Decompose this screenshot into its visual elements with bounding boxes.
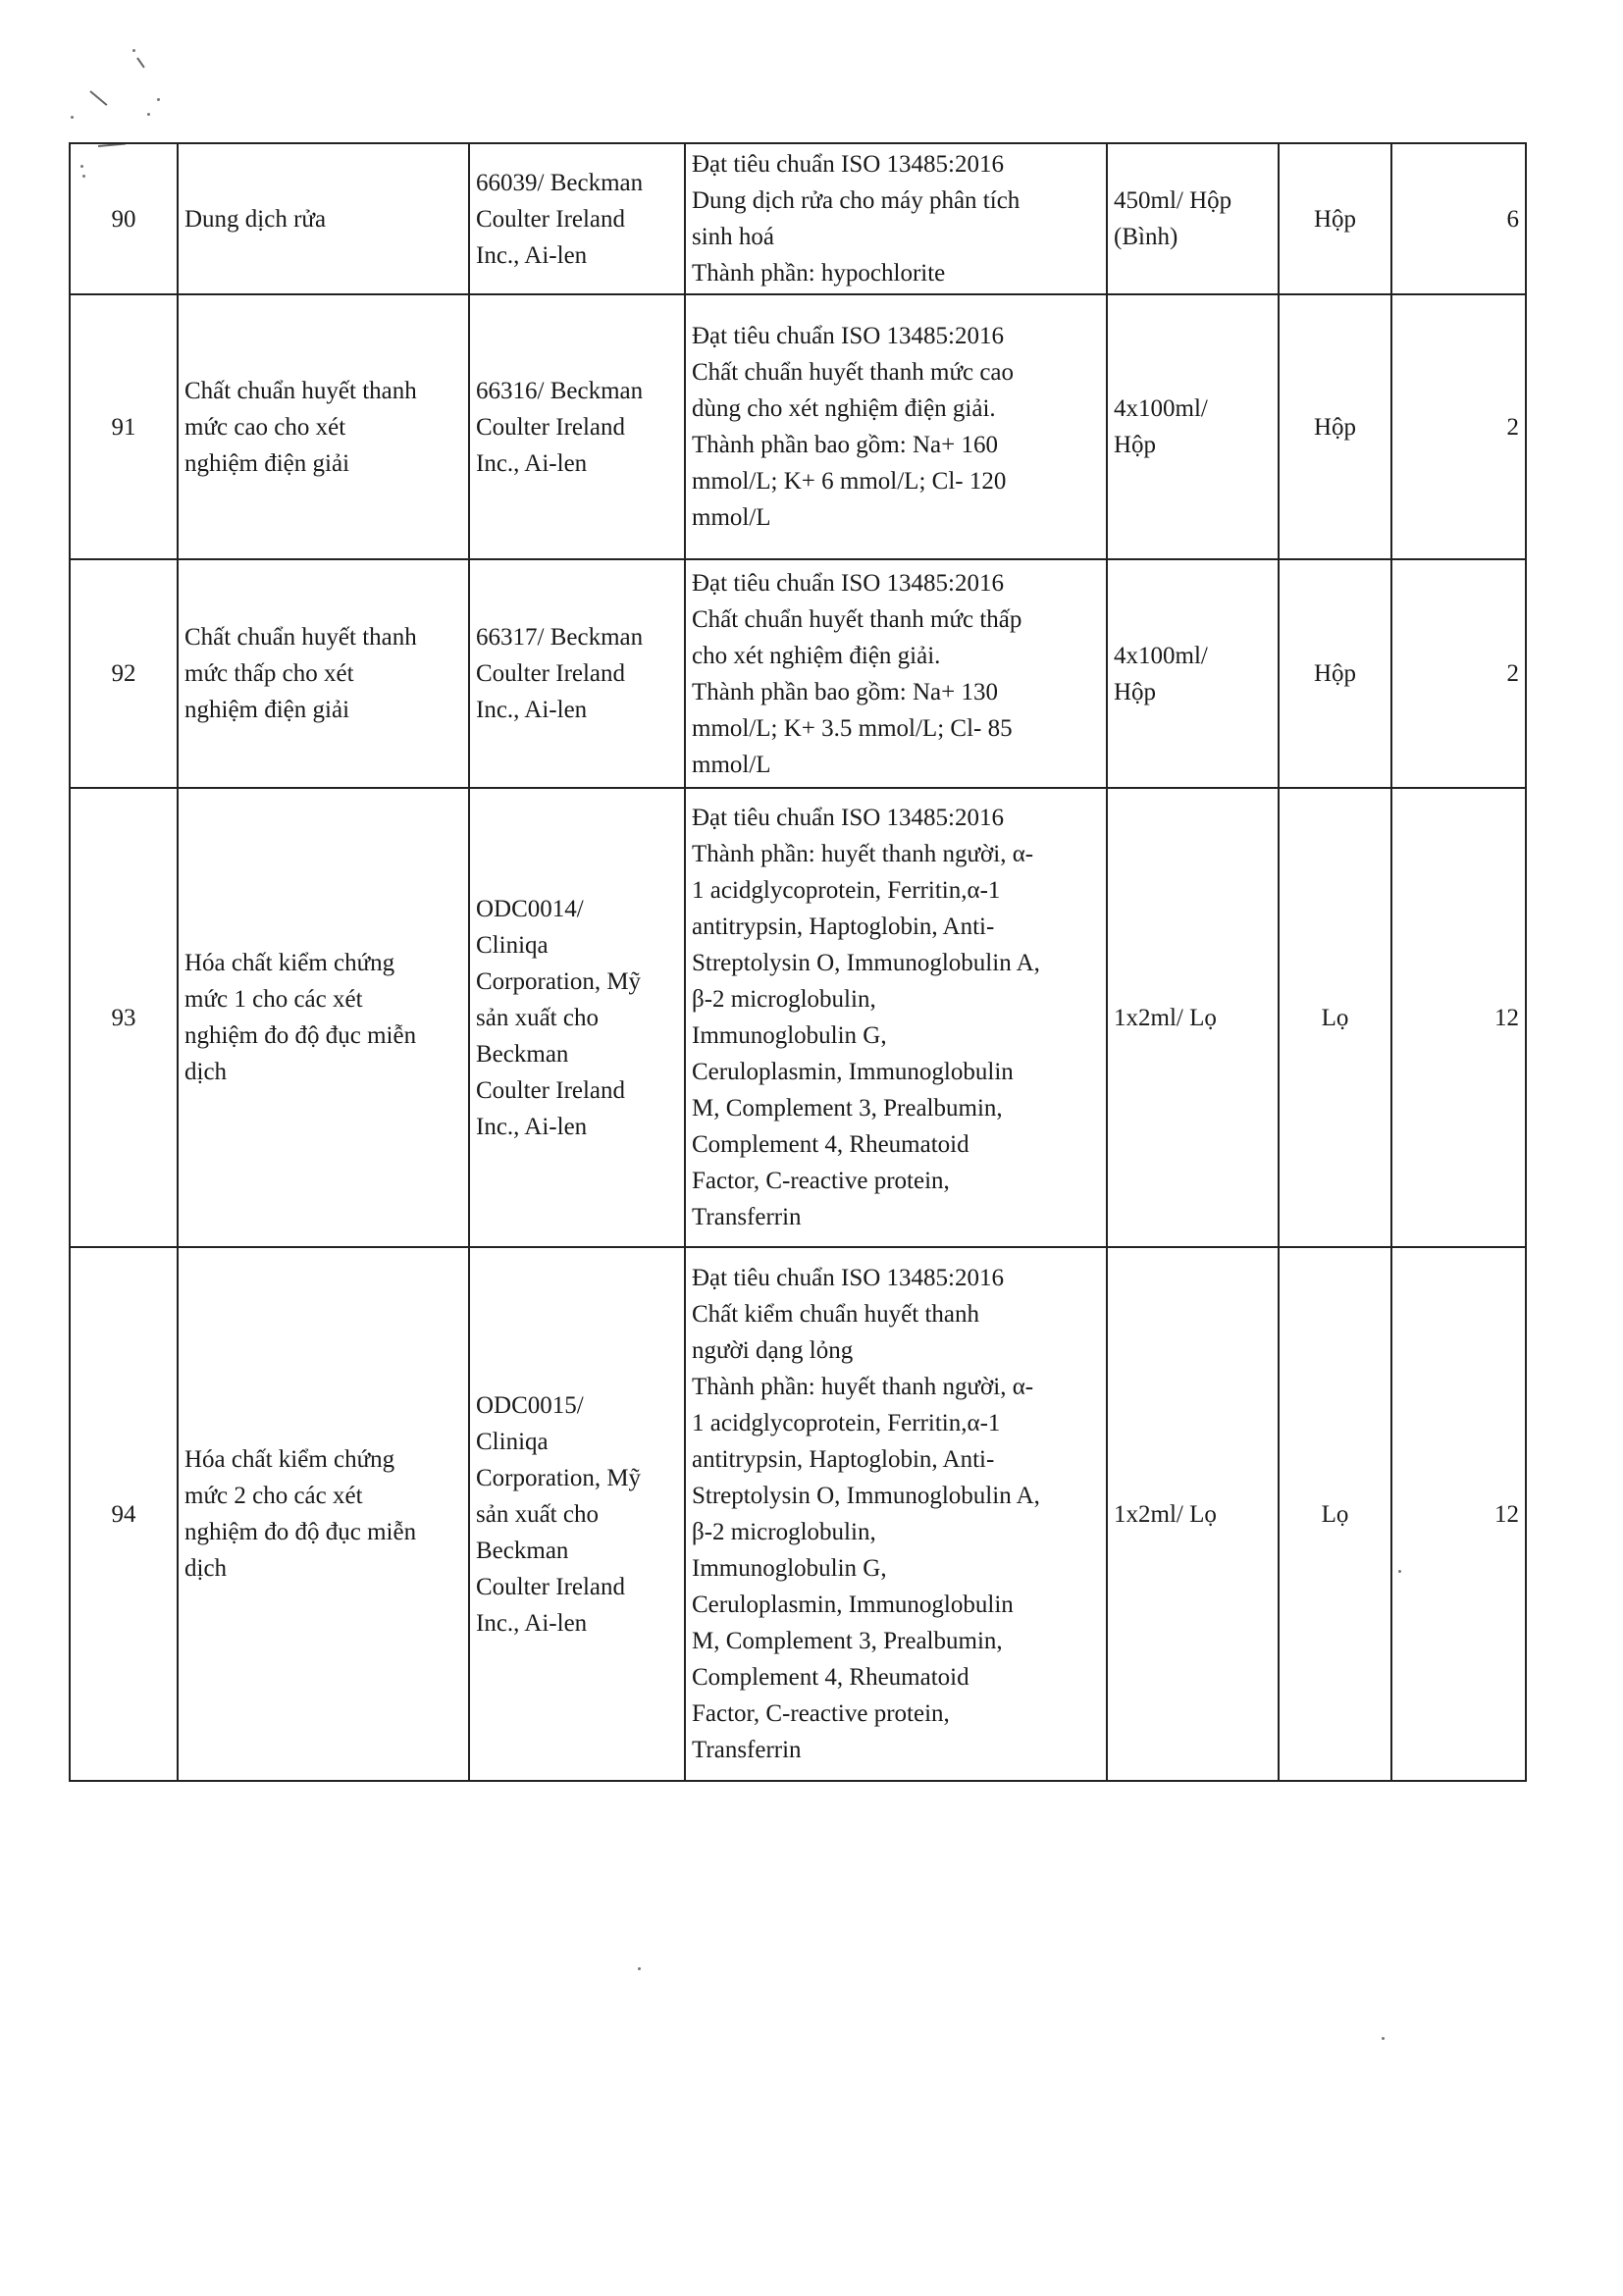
cell-line: Hóa chất kiểm chứng [184,950,395,976]
cell-text: Lọ [1321,1004,1349,1031]
cell-line: mức 2 cho các xét [184,1483,363,1509]
quantity [1391,143,1526,294]
cell-line: Hóa chất kiểm chứng [184,1446,395,1473]
cell-line: Thành phần: huyết thanh người, α- [692,841,1034,867]
cell-line: M, Complement 3, Prealbumin, [692,1628,1003,1654]
cell-line: antitrypsin, Haptoglobin, Anti- [692,913,995,940]
cell-line: Chất chuẩn huyết thanh mức cao [692,359,1015,386]
cell-line: mmol/L [692,751,771,778]
cell-line: Ceruloplasmin, Immunoglobulin [692,1059,1014,1085]
table-row [70,143,1526,294]
cell-line: Complement 4, Rheumatoid [692,1131,969,1158]
cell-line: sinh hoá [692,224,775,250]
product-code [469,294,685,559]
cell-line: dịch [184,1059,228,1085]
cell-line: 1x2ml/ Lọ [1114,1004,1217,1031]
unit [1279,788,1391,1247]
cell-text: Hộp [1313,205,1357,233]
cell-line: Dung dịch rửa [184,205,327,233]
packaging [1107,559,1279,788]
specification [685,294,1107,559]
cell-text: 2 [1506,660,1519,687]
cell-line: Đạt tiêu chuẩn ISO 13485:2016 [692,323,1005,349]
cell-line: Chất kiểm chuẩn huyết thanh [692,1301,979,1328]
cell-line: Thành phần: huyết thanh người, α- [692,1374,1034,1400]
cell-text: 92 [111,660,136,687]
cell-text: 91 [111,413,136,441]
cell-line: Coulter Ireland [476,1076,626,1104]
product-name [178,143,469,294]
cell-line: Đạt tiêu chuẩn ISO 13485:2016 [692,151,1005,178]
cell-line: Inc., Ai-len [476,241,588,269]
cell-line: cho xét nghiệm điện giải. [692,642,941,669]
cell-line: Coulter Ireland [476,413,626,441]
specification [685,559,1107,788]
cell-line: 1 acidglycoprotein, Ferritin,α-1 [692,877,1001,904]
cell-line: Inc., Ai-len [476,449,588,477]
cell-text: 12 [1494,1004,1519,1031]
cell-line: 66316/ Beckman [476,377,644,404]
cell-text: 6 [1506,205,1519,233]
cell-line: Chất chuẩn huyết thanh [184,624,417,651]
cell-line: β-2 microglobulin, [692,1519,876,1545]
cell-line: Hộp [1114,432,1157,458]
cell-line: Immunoglobulin G, [692,1022,887,1049]
cell-line: Thành phần: hypochlorite [692,260,946,287]
cell-line: dùng cho xét nghiệm điện giải. [692,395,996,422]
unit [1279,143,1391,294]
packaging [1107,143,1279,294]
cell-line: sản xuất cho [476,1500,599,1528]
product-code [469,1247,685,1781]
product-name [178,294,469,559]
cell-line: Đạt tiêu chuẩn ISO 13485:2016 [692,569,1005,597]
cell-line: 450ml/ Hộp [1114,187,1232,214]
cell-line: 66317/ Beckman [476,624,644,651]
cell-line: nghiệm đo độ đục miễn [184,1519,417,1545]
cell-line: dịch [184,1555,228,1582]
cell-line: Coulter Ireland [476,205,626,233]
product-code [469,143,685,294]
cell-line: β-2 microglobulin, [692,986,876,1013]
row-number [70,1247,178,1781]
cell-line: 1x2ml/ Lọ [1114,1500,1217,1528]
cell-line: 1 acidglycoprotein, Ferritin,α-1 [692,1410,1001,1436]
cell-text: Lọ [1321,1500,1349,1528]
cell-line: Cliniqa [476,1428,549,1455]
cell-text: 90 [111,205,136,233]
row-number [70,559,178,788]
cell-line: ODC0015/ [476,1391,584,1419]
table-row [70,1247,1526,1781]
table-row [70,788,1526,1247]
specification [685,1247,1107,1781]
cell-line: mức thấp cho xét [184,660,354,687]
cell-line: Inc., Ai-len [476,697,588,723]
cell-line: Ceruloplasmin, Immunoglobulin [692,1592,1014,1618]
cell-line: mức 1 cho các xét [184,986,363,1013]
cell-line: Factor, C-reactive protein, [692,1700,950,1727]
unit [1279,559,1391,788]
row-number [70,294,178,559]
quantity [1391,1247,1526,1781]
cell-line: Chất chuẩn huyết thanh [184,377,417,404]
cell-text: Hộp [1313,660,1357,687]
quantity [1391,788,1526,1247]
packaging [1107,1247,1279,1781]
unit [1279,1247,1391,1781]
unit [1279,294,1391,559]
product-table [69,142,1527,1782]
cell-text: 93 [111,1004,136,1031]
cell-line: Streptolysin O, Immunoglobulin A, [692,1483,1040,1509]
product-name [178,788,469,1247]
cell-line: Transferrin [692,1204,802,1230]
cell-line: nghiệm điện giải [184,449,350,477]
cell-line: (Bình) [1114,224,1178,250]
cell-line: antitrypsin, Haptoglobin, Anti- [692,1446,995,1473]
table-row [70,559,1526,788]
cell-line: 4x100ml/ [1114,642,1208,669]
table-body [70,143,1526,1781]
quantity [1391,559,1526,788]
cell-line: Thành phần bao gồm: Na+ 130 [692,678,998,705]
cell-line: Thành phần bao gồm: Na+ 160 [692,432,998,458]
cell-line: mức cao cho xét [184,413,346,441]
cell-line: Corporation, Mỹ [476,967,642,995]
cell-line: ODC0014/ [476,895,584,922]
cell-line: nghiệm điện giải [184,697,350,723]
product-code [469,559,685,788]
cell-line: Coulter Ireland [476,1573,626,1600]
cell-line: Transferrin [692,1737,802,1763]
specification [685,143,1107,294]
row-number [70,143,178,294]
cell-line: mmol/L; K+ 6 mmol/L; Cl- 120 [692,468,1007,495]
cell-line: Chất chuẩn huyết thanh mức thấp [692,605,1022,633]
cell-text: 94 [111,1500,136,1528]
cell-text: 2 [1506,413,1519,441]
specification [685,788,1107,1247]
row-number [70,788,178,1247]
cell-line: Complement 4, Rheumatoid [692,1664,969,1691]
cell-line: Beckman [476,1040,569,1068]
cell-line: 4x100ml/ [1114,395,1208,422]
cell-line: Dung dịch rửa cho máy phân tích [692,187,1021,214]
cell-line: sản xuất cho [476,1004,599,1031]
cell-text: Hộp [1313,413,1357,441]
cell-line: Factor, C-reactive protein, [692,1168,950,1194]
cell-line: mmol/L [692,504,771,531]
quantity [1391,294,1526,559]
cell-line: Inc., Ai-len [476,1113,588,1140]
cell-line: Beckman [476,1537,569,1564]
cell-line: Hộp [1114,678,1157,705]
cell-line: Cliniqa [476,931,549,959]
cell-text: 12 [1494,1500,1519,1528]
packaging [1107,294,1279,559]
product-code [469,788,685,1247]
cell-line: Corporation, Mỹ [476,1464,642,1491]
cell-line: 66039/ Beckman [476,169,644,196]
product-name [178,559,469,788]
product-name [178,1247,469,1781]
cell-line: người dạng lỏng [692,1337,854,1364]
cell-line: mmol/L; K+ 3.5 mmol/L; Cl- 85 [692,714,1013,742]
table-row [70,294,1526,559]
cell-line: Đạt tiêu chuẩn ISO 13485:2016 [692,805,1005,831]
packaging [1107,788,1279,1247]
cell-line: Streptolysin O, Immunoglobulin A, [692,950,1040,976]
cell-line: M, Complement 3, Prealbumin, [692,1095,1003,1122]
cell-line: nghiệm đo độ đục miễn [184,1022,417,1049]
cell-line: Đạt tiêu chuẩn ISO 13485:2016 [692,1265,1005,1291]
cell-line: Coulter Ireland [476,660,626,687]
cell-line: Inc., Ai-len [476,1609,588,1637]
cell-line: Immunoglobulin G, [692,1555,887,1582]
